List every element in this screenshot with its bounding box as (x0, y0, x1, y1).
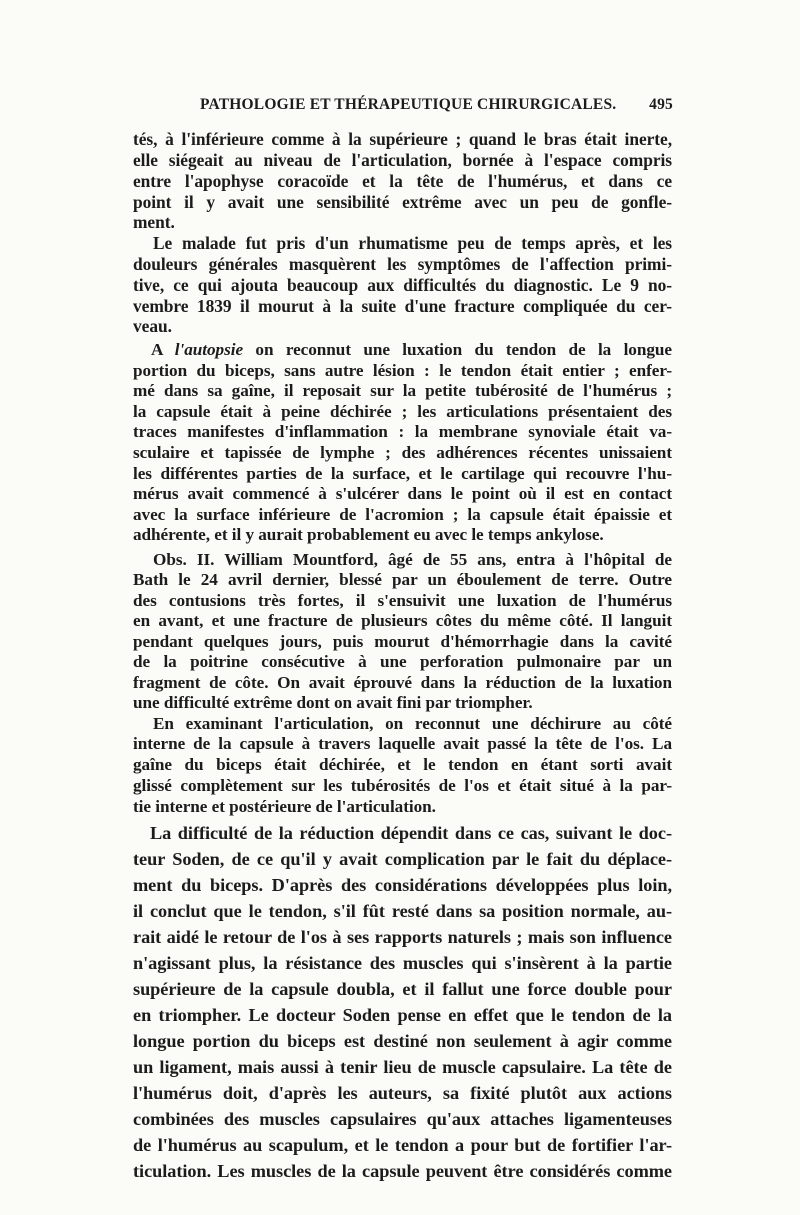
text-line: adhérente, et il y aurait probablement eu avec le temps ankylose. (133, 525, 604, 544)
text-line: n'agissant plus, la résistance des muscles qui s'insèrent à la partie (133, 953, 672, 973)
text-line: en avant, et une fracture de plusieurs côtes du même côté. Il languit (133, 611, 672, 630)
text-line: portion du biceps, sans autre lésion : le tendon était entier ; enfer- (133, 361, 672, 380)
text-line: pendant quelques jours, puis mourut d'hémorrhagie dans la cavité (133, 632, 672, 651)
emphasis-autopsie: l'autopsie (174, 340, 244, 359)
text-fragment: A (151, 340, 175, 359)
text-line: ment du biceps. D'après des considérations développées plus loin, (133, 875, 672, 895)
text-line: en triompher. Le docteur Soden pense en effet que le tendon de la (133, 1005, 672, 1025)
text-line: Obs. II. William Mountford, âgé de 55 ans, entra à l'hôpital de (153, 550, 672, 569)
text-line: la capsule était à peine déchirée ; les articulations présentaient des (133, 402, 672, 421)
text-line: tive, ce qui ajouta beaucoup aux difficultés du diagnostic. Le 9 no- (133, 275, 672, 295)
text-line: des contusions très fortes, il s'ensuivit une luxation de l'humérus (133, 591, 672, 610)
text-line: supérieure de la capsule doubla, et il fallut une force double pour (133, 979, 672, 999)
text-line: il conclut que le tendon, s'il fût resté dans sa position normale, au- (133, 901, 672, 921)
text-line: douleurs générales masquèrent les symptômes de l'affection primi- (133, 254, 672, 274)
running-head (135, 96, 673, 118)
text-line: de la poitrine consécutive à une perforation pulmonaire par un (133, 652, 672, 671)
text-line: longue portion du biceps est destiné non seulement à agir comme (133, 1031, 672, 1051)
text-line: gaîne du biceps était déchirée, et le tendon en étant sorti avait (133, 755, 672, 774)
text-line: interne de la capsule à travers laquelle avait passé la tête de l'os. La (133, 734, 672, 753)
text-fragment: on reconnut une luxation du tendon de la longue (243, 340, 672, 359)
text-line: Le malade fut pris d'un rhumatisme peu de temps après, et les (153, 233, 672, 253)
text-line: une difficulté extrême dont on avait fini par triompher. (133, 693, 533, 712)
text-line: Bath le 24 avril dernier, blessé par un éboulement de terre. Outre (133, 570, 672, 589)
text-line: fragment de côte. On avait éprouvé dans la réduction de la luxation (133, 673, 672, 692)
text-line: tés, à l'inférieure comme à la supérieure ; quand le bras était inerte, (133, 129, 672, 149)
text-line: sculaire et tapissée de lymphe ; des adhérences récentes unissaient (133, 443, 672, 462)
text-line: un ligament, mais aussi à tenir lieu de muscle capsulaire. La tête de (133, 1057, 672, 1077)
text-line: de l'humérus au scapulum, et le tendon a pour but de fortifier l'ar- (133, 1135, 672, 1155)
running-title: PATHOLOGIE ET THÉRAPEUTIQUE CHIRURGICALES. (200, 96, 617, 113)
text-line: l'humérus doit, d'après les auteurs, sa fixité plutôt aux actions (133, 1083, 672, 1103)
text-line: veau. (133, 316, 172, 336)
text-line: avec la surface inférieure de l'acromion ; la capsule était épaissie et (133, 505, 672, 524)
text-line: entre l'apophyse coracoïde et la tête de l'humérus, et dans ce (133, 171, 672, 191)
text-line: tie interne et postérieure de l'articulation. (133, 797, 436, 816)
text-line: vembre 1839 il mourut à la suite d'une fracture compliquée du cer- (133, 296, 672, 316)
text-line: ticulation. Les muscles de la capsule peuvent être considérés comme (133, 1161, 672, 1181)
text-line: glissé complètement sur les tubérosités de l'os et était situé à la par- (133, 776, 672, 795)
text-line: rait aidé le retour de l'os à ses rapports naturels ; mais son influence (133, 927, 672, 947)
text-line: teur Soden, de ce qu'il y avait complication par le fait du déplace- (133, 849, 672, 869)
text-line-autopsie (151, 340, 672, 360)
text-line: combinées des muscles capsulaires qu'aux attaches ligamenteuses (133, 1109, 672, 1129)
text-line: En examinant l'articulation, on reconnut une déchirure au côté (153, 714, 672, 733)
text-line: traces manifestes d'inflammation : la membrane synoviale était va- (133, 422, 672, 441)
text-line: point il y avait une sensibilité extrême avec un peu de gonfle- (133, 192, 672, 212)
page-number: 495 (649, 96, 673, 113)
text-line: les différentes parties de la surface, et le cartilage qui recouvre l'hu- (133, 464, 672, 483)
text-line: mé dans sa gaîne, il reposait sur la petite tubérosité de l'humérus ; (133, 381, 672, 400)
text-line: ment. (133, 212, 175, 232)
text-line: elle siégeait au niveau de l'articulation, bornée à l'espace compris (133, 150, 672, 170)
text-line: La difficulté de la réduction dépendit dans ce cas, suivant le doc- (150, 823, 672, 843)
text-line: mérus avait commencé à s'ulcérer dans le point où il est en contact (133, 484, 672, 503)
